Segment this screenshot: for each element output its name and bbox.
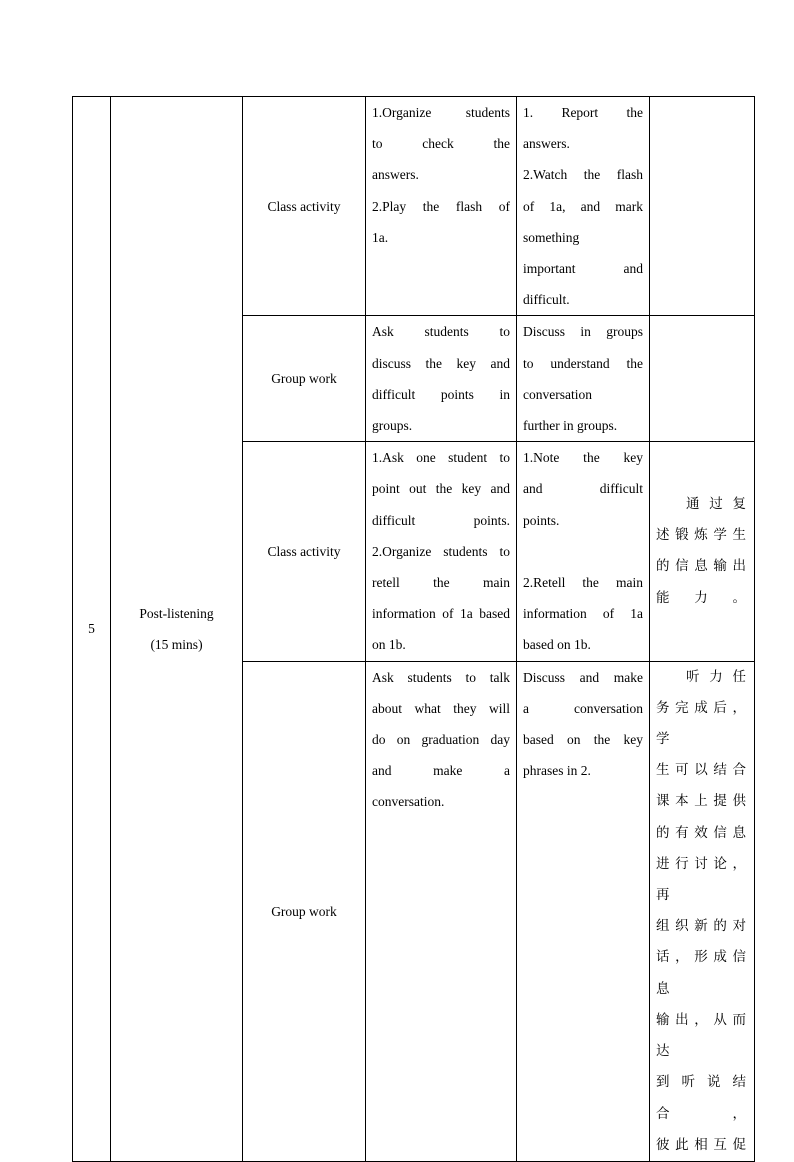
cell-line: 1a. <box>372 229 389 245</box>
cell-line: 述锻炼学生 <box>656 527 748 544</box>
cell-line: to understand the <box>523 355 643 371</box>
student-activity-cell <box>517 442 650 661</box>
teacher-activity-cell <box>366 661 517 1161</box>
cell-line: 通过复 <box>686 496 748 513</box>
cell-line: do on graduation day <box>372 732 510 748</box>
cell-line: 组织新的对 <box>656 918 748 935</box>
cell-line: and make a <box>372 763 510 779</box>
cell-line: Discuss in groups <box>523 324 643 340</box>
cell-line <box>523 536 643 567</box>
cell-line: 能力。 <box>656 589 748 606</box>
teacher-activity-cell <box>366 442 517 661</box>
cell-line: point out the key and <box>372 481 510 497</box>
cell-line: of 1a, and mark <box>523 198 643 214</box>
cell-line: 彼此相互促 <box>656 1136 748 1153</box>
lesson-plan-table <box>72 96 755 1162</box>
design-purpose-cell <box>650 442 755 661</box>
cell-line: 2.Watch the flash <box>523 167 643 183</box>
cell-line: 到听说结合， <box>656 1074 748 1122</box>
cell-line: something <box>523 229 580 245</box>
student-activity-cell <box>517 316 650 442</box>
mode-cell <box>243 97 366 316</box>
cell-line: 生可以结合 <box>656 762 748 779</box>
design-purpose-cell <box>650 661 755 1161</box>
stage-number: 5 <box>88 621 95 637</box>
cell-line: 输出，从而达 <box>656 1011 748 1060</box>
cell-line: 听力任 <box>686 668 748 685</box>
cell-line: 务完成后，学 <box>656 699 748 748</box>
teacher-activity-cell <box>366 316 517 442</box>
activity-mode: Group work <box>271 903 337 919</box>
cell-line: information of 1a <box>523 606 643 622</box>
cell-line: to check the <box>372 136 510 152</box>
cell-line: 1.Ask one student to <box>372 450 510 466</box>
cell-line: difficult points in <box>372 386 510 402</box>
cell-line: retell the main <box>372 575 510 591</box>
cell-line: difficult points. <box>372 512 510 528</box>
cell-line: a conversation <box>523 700 643 716</box>
cell-line: conversation <box>523 386 592 402</box>
cell-line: discuss the key and <box>372 355 510 371</box>
cell-line: Ask students to <box>372 324 510 340</box>
teacher-activity-cell <box>366 97 517 316</box>
student-activity-cell <box>517 661 650 1161</box>
cell-line: information of 1a based <box>372 606 510 622</box>
activity-mode: Class activity <box>267 543 341 559</box>
cell-line: further in groups. <box>523 418 618 434</box>
cell-line: conversation. <box>372 794 445 810</box>
stage-name: Post-listening <box>139 605 214 621</box>
cell-line: groups. <box>372 418 413 434</box>
cell-line: based on 1b. <box>523 637 591 653</box>
cell-line: 2.Retell the main <box>523 575 643 591</box>
cell-line: 2.Play the flash of <box>372 198 510 214</box>
cell-line: 的信息输出 <box>656 558 748 575</box>
cell-line: 1.Note the key <box>523 450 643 466</box>
mode-cell <box>243 442 366 661</box>
cell-line: Discuss and make <box>523 669 643 685</box>
stage-name-cell <box>111 97 243 1162</box>
activity-mode: Class activity <box>267 198 341 214</box>
cell-line: answers. <box>523 136 570 152</box>
cell-line: 1.Organize students <box>372 105 510 120</box>
design-purpose-cell <box>650 97 755 316</box>
cell-line: 课本上提供 <box>656 793 748 810</box>
stage-duration: (15 mins) <box>150 636 203 652</box>
cell-line: based on the key <box>523 732 643 748</box>
cell-line: 1. Report the <box>523 105 643 120</box>
cell-line: 话，形成信息 <box>656 949 748 997</box>
cell-line: 2.Organize students to <box>372 543 510 559</box>
cell-line: 的有效信息 <box>656 824 748 841</box>
mode-cell <box>243 316 366 442</box>
cell-line: phrases in 2. <box>523 763 591 779</box>
cell-line: on 1b. <box>372 637 406 653</box>
design-purpose-cell <box>650 316 755 442</box>
cell-line: Ask students to talk <box>372 669 510 685</box>
cell-line: points. <box>523 512 560 528</box>
cell-line: 进行讨论，再 <box>656 855 748 904</box>
student-activity-cell <box>517 97 650 316</box>
stage-number-cell <box>73 97 111 1162</box>
cell-line: difficult. <box>523 292 570 308</box>
cell-line: about what they will <box>372 700 510 716</box>
cell-line: answers. <box>372 167 419 183</box>
cell-line: and difficult <box>523 481 643 497</box>
cell-line: important and <box>523 261 643 277</box>
activity-mode: Group work <box>271 371 337 387</box>
table-row <box>73 97 755 316</box>
mode-cell <box>243 661 366 1161</box>
